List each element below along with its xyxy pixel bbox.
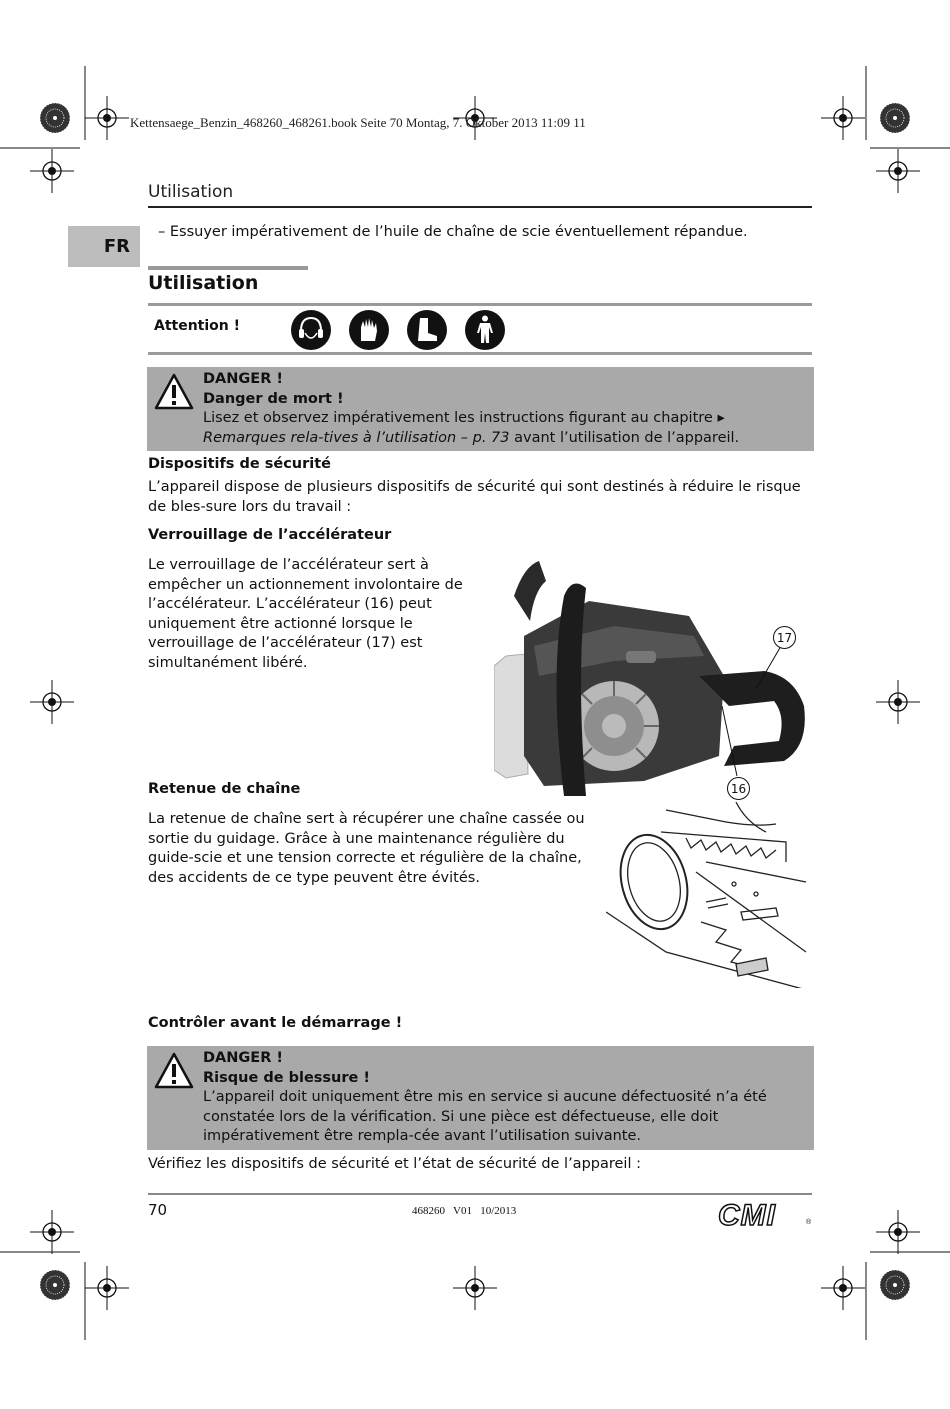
- safety-boots-icon: [407, 310, 447, 350]
- danger-box: [147, 367, 814, 451]
- danger-heading: DANGER !: [203, 371, 284, 387]
- safety-devices-text: L’appareil dispose de plusieurs dispositifs de sécurité qui sont destinés à réduire le risque de bles-sure lors du travail :: [148, 479, 801, 515]
- gloves-icon: [349, 310, 389, 350]
- attention-rule: [148, 352, 812, 355]
- warning-triangle-icon: [154, 1052, 194, 1090]
- danger-text: Lisez et observez impérativement les instructions figurant au chapitre: [203, 410, 718, 426]
- chainsaw-handle-image: [494, 556, 812, 800]
- callout-16: 16: [727, 777, 750, 800]
- protective-clothing-icon: [465, 310, 505, 350]
- throttle-lock-heading: Verrouillage de l’accélérateur: [148, 527, 392, 543]
- document-reference: 468260 V01 10/2013: [412, 1205, 517, 1217]
- chapter-reference-link[interactable]: Remarques rela-tives à l’utilisation – p. 73: [203, 429, 510, 446]
- attention-label: Attention !: [154, 318, 241, 334]
- ear-protection-helmet-icon: [291, 310, 331, 350]
- title-rule: [148, 303, 812, 306]
- page-title: Utilisation: [148, 272, 259, 294]
- throttle-lock-text: Le verrouillage de l’accélérateur sert à empêcher un actionnement involontaire de l’accélérateur. L’accélérateur (16) peut uniquement être actionné lorsque le verrouillage de l’accélérateur (17) est simultanément libéré.: [148, 557, 463, 671]
- book-info-line: Kettensaege_Benzin_468260_468261.book Seite 70 Montag, 7. Oktober 2013 11:09 11: [130, 115, 586, 130]
- running-header: Utilisation: [148, 182, 234, 202]
- header-rule: [148, 206, 812, 208]
- page-number: 70: [148, 1201, 168, 1219]
- danger-subheading: Danger de mort !: [203, 390, 344, 407]
- chain-catcher-heading: Retenue de chaîne: [148, 781, 301, 797]
- arrow-icon: ▸: [717, 410, 725, 426]
- danger-text-end: avant l’utilisation de l’appareil.: [509, 429, 740, 446]
- svg-text:®: ®: [806, 1219, 812, 1226]
- danger-text: L’appareil doit uniquement être mis en service si aucune défectuosité n’a été constatée lors de la vérification. Si une pièce est défectueuse, elle doit impérativement être rempla-cée avant l’utilisation suivante.: [203, 1089, 767, 1144]
- cmi-logo: [716, 1200, 814, 1230]
- callout-17: 17: [773, 626, 796, 649]
- language-tab: FR: [68, 226, 140, 267]
- chain-catcher-drawing: [606, 802, 814, 988]
- title-accent-bar: [148, 266, 308, 270]
- danger-heading: DANGER !: [203, 1050, 284, 1066]
- ppe-icons: [290, 309, 510, 351]
- cmi-logo-text: CMI: [718, 1200, 776, 1230]
- warning-triangle-icon: [154, 373, 194, 411]
- safety-devices-heading: Dispositifs de sécurité: [148, 456, 331, 472]
- footer-rule: [148, 1193, 812, 1195]
- chain-catcher-text: La retenue de chaîne sert à récupérer une chaîne cassée ou sortie du guidage. Grâce à une maintenance régulière du guide-scie et une tension correcte et régulière de la chaîne, des accidents de ce type peuvent être évités.: [148, 811, 585, 886]
- intro-bullet: – Essuyer impérativement de l’huile de chaîne de scie éventuellement répandue.: [158, 224, 748, 240]
- check-start-heading: Contrôler avant le démarrage !: [148, 1015, 403, 1031]
- danger-subheading: Risque de blessure !: [203, 1069, 371, 1086]
- check-text: Vérifiez les dispositifs de sécurité et l’état de sécurité de l’appareil :: [148, 1156, 641, 1172]
- danger-box-injury: [147, 1046, 814, 1150]
